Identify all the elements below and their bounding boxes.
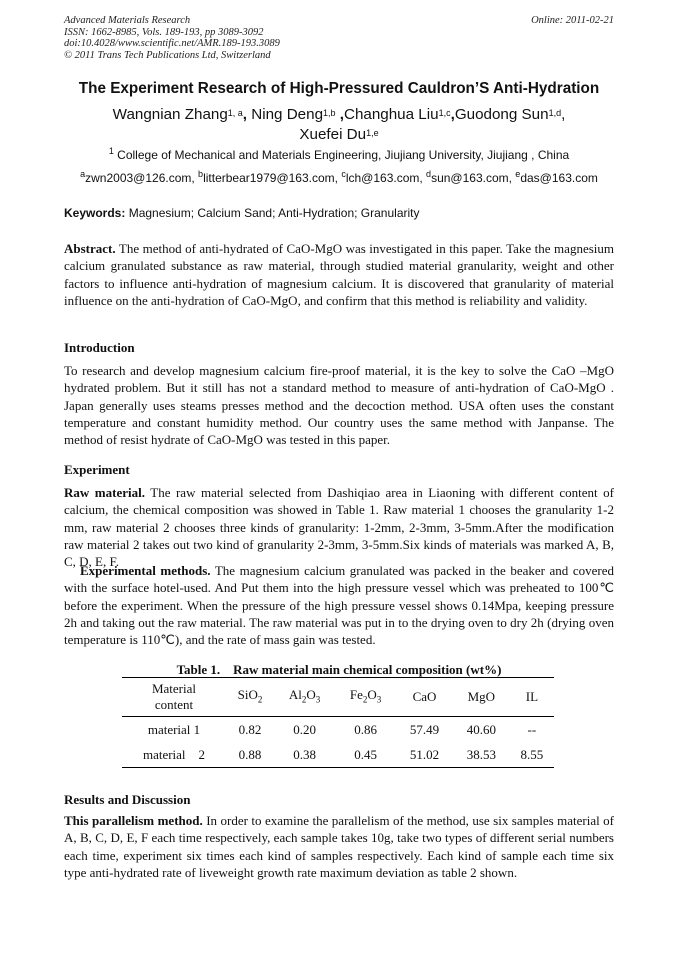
author-name: Xuefei Du <box>299 126 367 143</box>
table-cell: 0.88 <box>238 746 262 762</box>
results-label: This parallelism method. <box>64 813 203 828</box>
table-caption: Table 1. Raw material main chemical composition (wt%) <box>176 662 502 677</box>
keywords <box>64 206 419 220</box>
table-cell: 0.86 <box>354 721 377 737</box>
table-row-label: material 2 <box>142 746 206 762</box>
paper-title: The Experiment Research of High-Pressured Cauldron’S Anti-Hydration <box>78 80 600 97</box>
journal-header <box>64 15 280 61</box>
email-mark: a <box>80 169 86 179</box>
methods-paragraph <box>64 562 614 648</box>
author-affil-mark: 1,e <box>366 128 379 138</box>
author-list <box>40 105 638 145</box>
table-row-label: material 1 <box>147 721 201 737</box>
experiment-heading: Experiment <box>64 462 130 477</box>
email-link[interactable]: litterbear1979@163.com, <box>203 171 342 185</box>
affiliation <box>40 148 638 162</box>
author-separator: , <box>450 106 455 123</box>
email-link[interactable]: das@163.com <box>520 171 598 185</box>
abstract <box>64 240 614 309</box>
table-cell: 38.53 <box>466 746 496 762</box>
table-header-cell: IL <box>525 689 539 704</box>
abstract-label: Abstract. <box>64 241 116 256</box>
table-header-cell: $Al_2O_3$ <box>288 686 321 705</box>
email-link[interactable]: lch@163.com, <box>345 171 427 185</box>
email-mark: e <box>515 169 521 179</box>
table-cell: 40.60 <box>466 721 496 737</box>
results-heading: Results and Discussion <box>64 792 191 807</box>
composition-table <box>122 677 554 768</box>
methods-text: The magnesium calcium granulated was packed in the beaker and covered with the surface hotel-used. And Put them into the high pressure vessel which was preheated to 100℃ before the experiment. When the pressure of the high pressure vessel shows 0.14Mpa, keeping pressure 2h and taking out the raw material. The raw material was put in to the drying oven to dry 2h (drying oven temperature is 110℃), and the rate of mass gain was tested. <box>64 563 614 648</box>
raw-material-label: Raw material. <box>64 485 145 500</box>
author-affil-mark: 1,c <box>438 108 451 118</box>
table-row <box>122 742 554 768</box>
keywords-text: Magnesium; Calcium Sand; Anti-Hydration; Granularity <box>125 206 420 220</box>
table-cell: 0.20 <box>293 721 316 737</box>
methods-label: Experimental methods. <box>80 563 211 578</box>
table-header-cell: MgO <box>467 689 496 704</box>
email-mark: d <box>426 169 432 179</box>
email-link[interactable]: zwn2003@126.com, <box>85 171 199 185</box>
raw-material-paragraph <box>64 484 614 570</box>
table-cell: 8.55 <box>520 746 544 762</box>
author-name: Wangnian Zhang <box>112 106 228 123</box>
table-cell: 0.82 <box>238 721 262 737</box>
author-affil-mark: 1,b <box>323 108 336 118</box>
results-paragraph <box>64 812 614 881</box>
author-name: Guodong Sun <box>454 106 549 123</box>
table-header-row <box>122 678 554 717</box>
email-link[interactable]: sun@163.com, <box>431 171 516 185</box>
table-cell: 57.49 <box>409 721 440 737</box>
table-header-cell: $Fe_2O_3$ <box>349 686 382 705</box>
table-cell: 51.02 <box>409 746 440 762</box>
online-date: Online: 2011-02-21 <box>531 15 614 26</box>
table-cell: 0.38 <box>293 746 316 762</box>
table-cell: -- <box>527 721 537 737</box>
journal-name: Advanced Materials Research <box>64 15 191 26</box>
author-affil-mark: 1,d <box>548 108 562 118</box>
introduction-text: To research and develop magnesium calcium fire-proof material, it is the key to solve the CaO –MgO hydrated problem. But it still has not a standard method to measure of anti-hydration of CaO-MgO . Japan generally uses steams presses method and the decoction method. USA often uses the constant temperature and constant humidity method. Our country uses the same method with Janpanse. The method of resist hydrate of CaO-MgO was tested in this paper. <box>64 363 614 448</box>
keywords-label: Keywords: <box>64 206 126 220</box>
doi-line: doi:10.4028/www.scientific.net/AMR.189-193.3089 <box>64 38 280 49</box>
table-header-cell: SiO$_2$ <box>237 686 263 705</box>
email-mark: c <box>341 169 346 179</box>
author-name: Ning Deng <box>251 106 324 123</box>
introduction-heading: Introduction <box>64 340 135 355</box>
issn-line: ISSN: 1662-8985, Vols. 189-193, pp 3089-3092 <box>64 26 264 38</box>
author-separator: , <box>561 106 566 123</box>
results-text: In order to examine the parallelism of the method, use six samples material of A, B, C, D, E, F each time respectively, each sample takes 10g, take two types of different serial numbers each time, experiment six times each kind of samples respectively. Each kind of sample each time six type anti-hydrated rate of liveweight growth rate maximum deviation as table 2 shown. <box>64 813 614 880</box>
author-separator: , <box>335 106 344 123</box>
raw-material-text: The raw material selected from Dashiqiao area in Liaoning with different content of calcium, the chemical composition was showed in Table 1. Raw material 1 chooses the granularity 1-2 mm, raw material 2 chooses three kinds of granularity: 1-2mm, 2-3mm, 3-5mm.After the modification raw material 2 takes out two kind of granularity 2-3mm, 3-5mm.Six kinds of materials was marked A, B, C, D, E, F. <box>64 485 614 570</box>
author-affil-mark: 1, a <box>227 108 243 118</box>
table-row <box>122 717 554 743</box>
email-mark: b <box>198 169 204 179</box>
table-header-cell: Material content <box>151 681 197 712</box>
email-list <box>40 171 638 185</box>
author-name: Changhua Liu <box>343 106 439 123</box>
affiliation-text: College of Mechanical and Materials Engineering, Jiujiang University, Jiujiang , China <box>117 148 570 162</box>
abstract-text: The method of anti-hydrated of CaO-MgO was investigated in this paper. Take the magnesium calcium granulated substance as raw material, through studied material granularity, weight and other factors to influence anti-hydration of magnesium calcium. It is discovered that granularity of material influence on the anti-hydration of CaO-MgO, and confirm that this method is reliability and validity. <box>64 241 614 308</box>
table-header-cell: CaO <box>412 689 437 704</box>
author-separator: , <box>242 106 252 123</box>
table-cell: 0.45 <box>354 746 377 762</box>
copyright-line: © 2011 Trans Tech Publications Ltd, Switzerland <box>64 49 271 61</box>
affiliation-mark: 1 <box>108 146 114 156</box>
